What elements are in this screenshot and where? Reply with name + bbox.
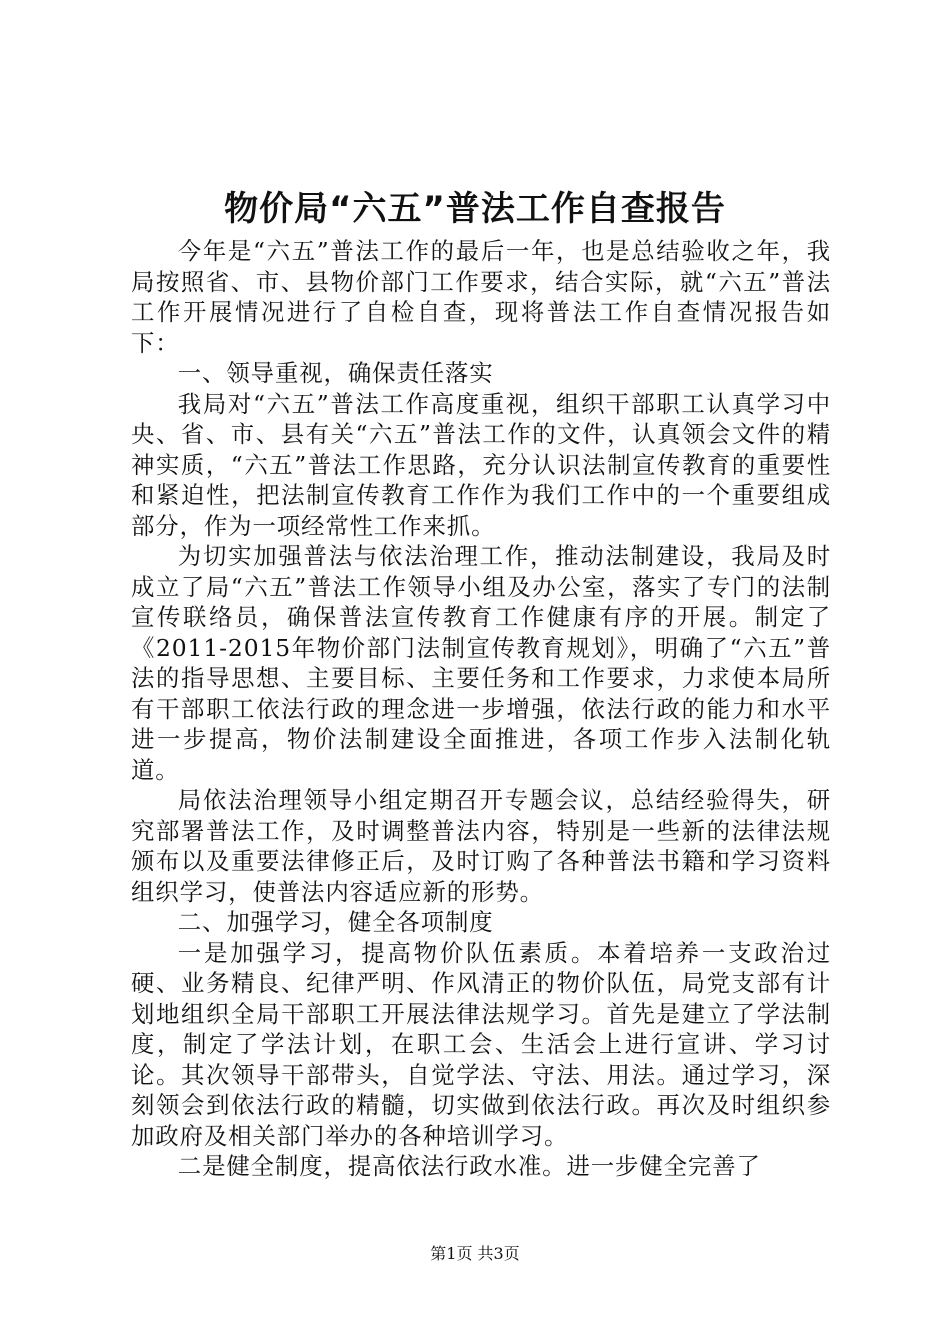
section-heading-1: 一、领导重视，确保责任落实 [177, 359, 494, 387]
paragraph: 一是加强学习，提高物价队伍素质。本着培养一支政治过硬、业务精良、纪律严明、作风清正的物价队伍，局党支部有计划地组织全局干部职工开展法律法规学习。首先是建立了学法制度，制定了学法计划，在职工会、生活会上进行宣讲、学习讨论。其次领导干部带头，自觉学法、守法、用法。通过学习，深刻领会到依法行政的精髓，切实做到依法行政。再次及时组织参加政府及相关部门举办的各种培训学习。 [131, 938, 831, 1150]
document-title: 物价局“六五”普法工作自查报告 [224, 189, 726, 229]
paragraph-intro: 今年是“六五”普法工作的最后一年，也是总结验收之年，我局按照省、市、县物价部门工作要求，结合实际，就“六五”普法工作开展情况进行了自检自查，现将普法工作自查情况报告如下： [131, 237, 831, 357]
paragraph: 局依法治理领导小组定期召开专题会议，总结经验得失，研究部署普法工作，及时调整普法内容，特别是一些新的法律法规颁布以及重要法律修正后，及时订购了各种普法书籍和学习资料组织学习，使普法内容适应新的形势。 [131, 786, 831, 906]
page-number-footer: 第1页 共3页 [430, 1244, 520, 1263]
paragraph: 二是健全制度，提高依法行政水准。进一步健全完善了 [177, 1152, 761, 1180]
paragraph: 我局对“六五”普法工作高度重视，组织干部职工认真学习中央、省、市、县有关“六五”普法工作的文件，认真领会文件的精神实质，“六五”普法工作思路，充分认识法制宣传教育的重要性和紧迫性，把法制宣传教育工作作为我们工作中的一个重要组成部分，作为一项经常性工作来抓。 [131, 389, 831, 540]
paragraph: 为切实加强普法与依法治理工作，推动法制建设，我局及时成立了局“六五”普法工作领导小组及办公室，落实了专门的法制宣传联络员，确保普法宣传教育工作健康有序的开展。制定了《2011-2015年物价部门法制宣传教育规划》，明确了“六五”普法的指导思想、主要目标、主要任务和工作要求，力求使本局所有干部职工依法行政的理念进一步增强，依法行政的能力和水平进一步提高，物价法制建设全面推进，各项工作步入法制化轨道。 [131, 542, 831, 784]
section-heading-2: 二、加强学习，健全各项制度 [177, 908, 494, 936]
document-body [131, 236, 831, 1182]
